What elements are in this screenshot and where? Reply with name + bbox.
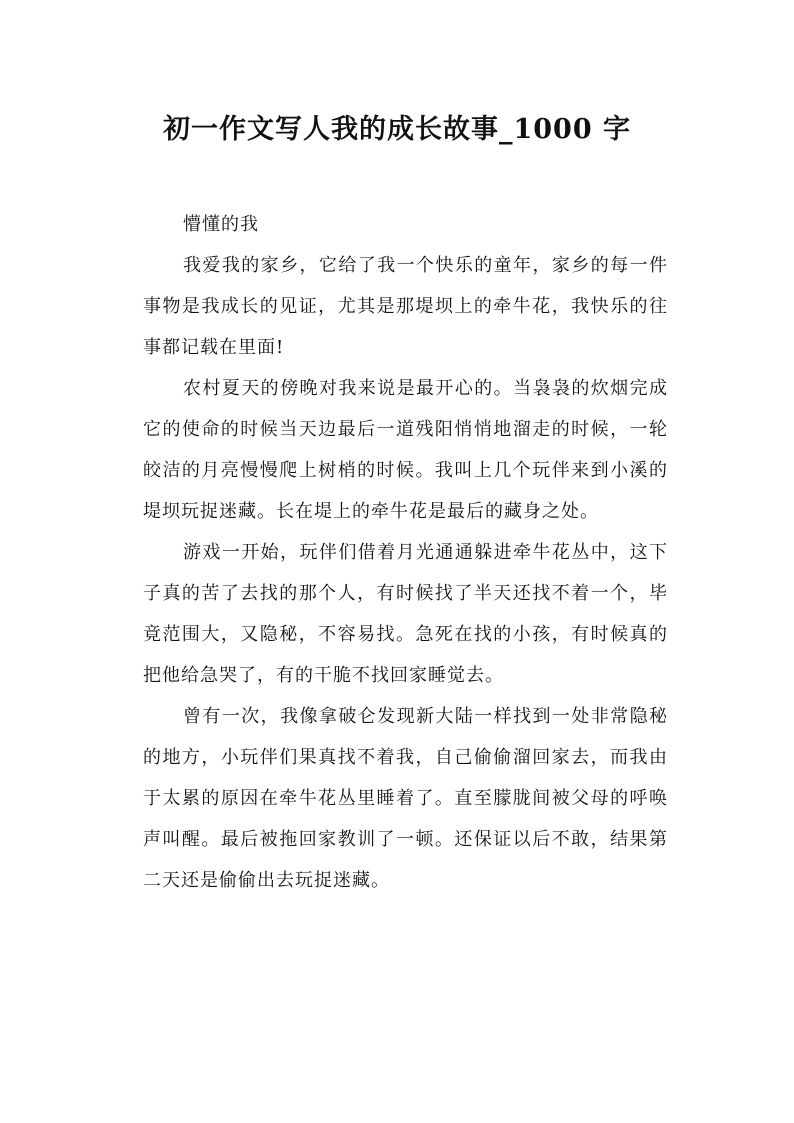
paragraph-3: 游戏一开始，玩伴们借着月光通通躲进牵牛花丛中，这下子真的苦了去找的那个人，有时候找了半天还找不着一个，毕竟范围大，又隐秘，不容易找。急死在找的小孩，有时候真的把他给急哭了，有的干脆不找回家睡觉去。 bbox=[143, 542, 668, 686]
paragraph-2: 农村夏天的傍晚对我来说是最开心的。当袅袅的炊烟完成它的使命的时候当天边最后一道残阳悄悄地溜走的时候，一轮皎洁的月亮慢慢爬上树梢的时候。我叫上几个玩伴来到小溪的堤坝玩捉迷藏。长在堤上的牵牛花是最后的藏身之处。 bbox=[143, 378, 668, 522]
paragraph-4: 曾有一次，我像拿破仑发现新大陆一样找到一处非常隐秘的地方，小玩伴们果真找不着我，自己偷偷溜回家去，而我由于太累的原因在牵牛花丛里睡着了。直至朦胧间被父母的呼唤声叫醒。最后被拖回家教训了一顿。还保证以后不敢，结果第二天还是偷偷出去玩捉迷藏。 bbox=[143, 706, 668, 891]
section-subheading: 懵懂的我 bbox=[183, 214, 259, 235]
paragraph-1: 我爱我的家乡，它给了我一个快乐的童年，家乡的每一件事物是我成长的见证，尤其是那堤坝上的牵牛花，我快乐的往事都记载在里面! bbox=[143, 255, 668, 358]
document-body bbox=[143, 204, 668, 901]
document-title: 初一作文写人我的成长故事_1000 字 bbox=[162, 114, 632, 145]
